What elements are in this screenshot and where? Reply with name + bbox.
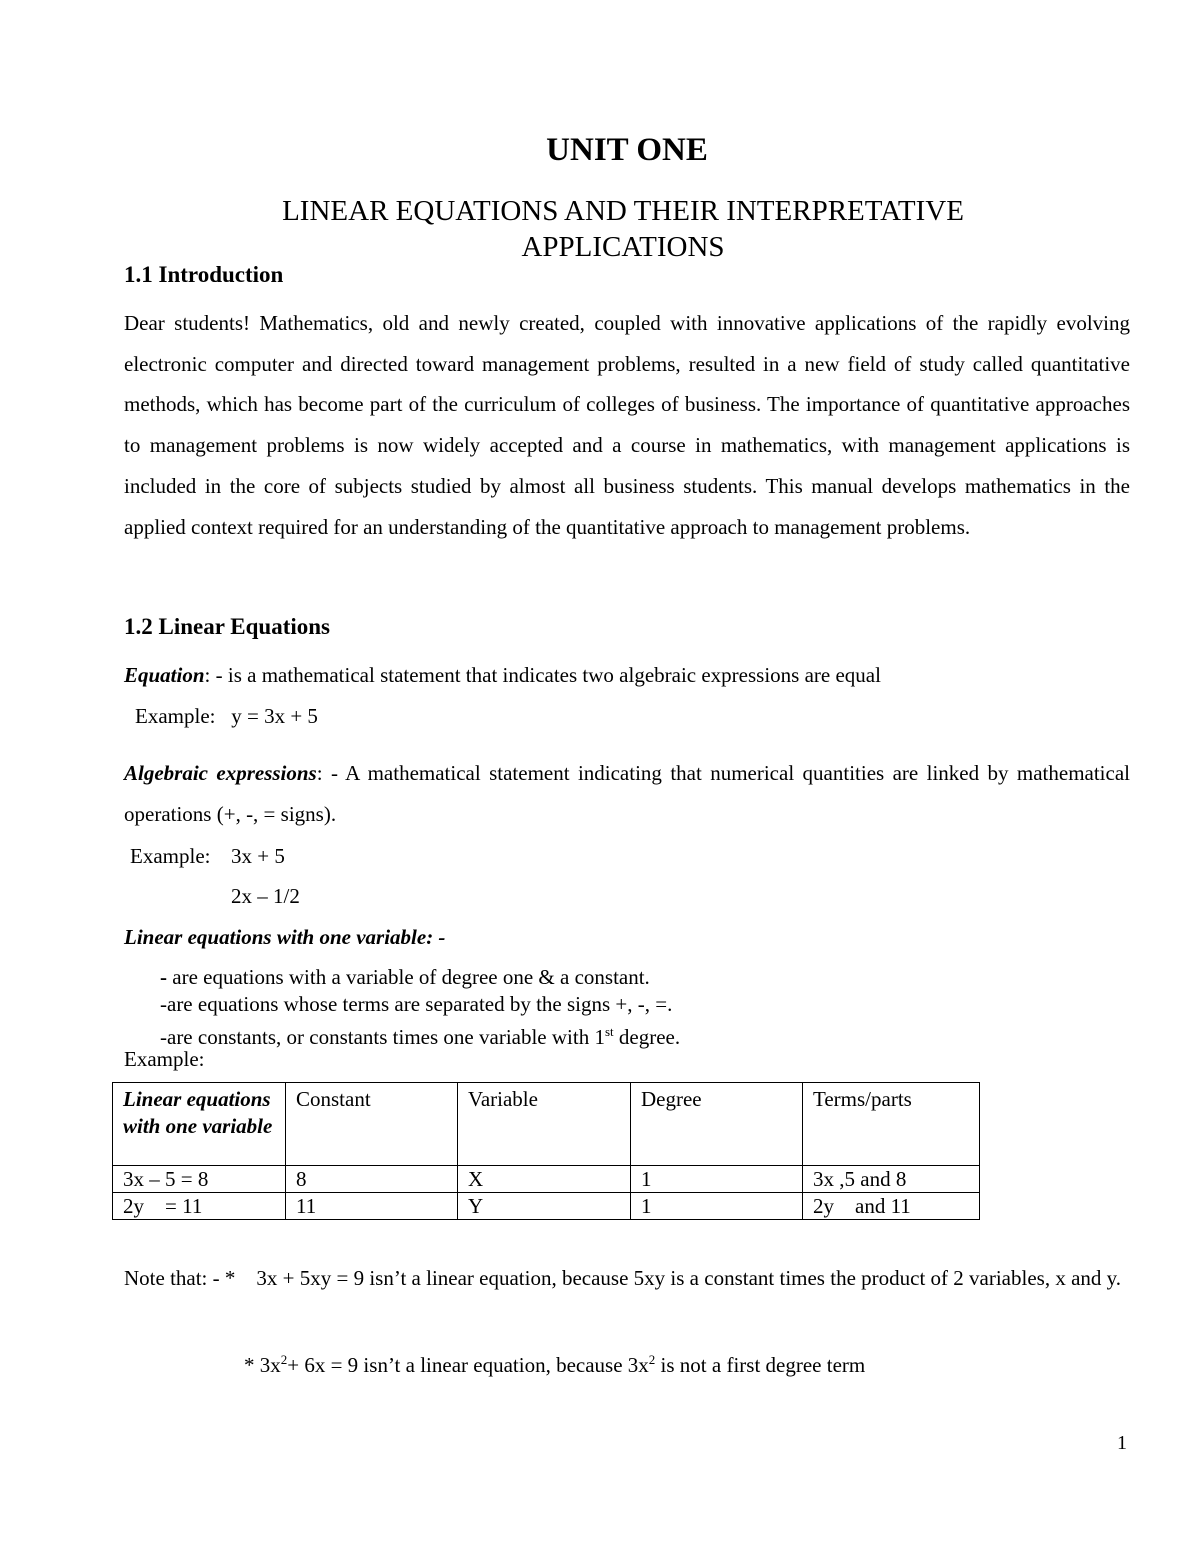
table-cell-equation: 2y = 11 [113,1193,286,1220]
bullet-1-dash: - [160,965,167,989]
table-cell-terms: 2y and 11 [803,1193,980,1220]
note-1-text: 3x + 5xy = 9 isn’t a linear equation, because 5xy is a constant times the product of 2 variables, x and y. [256,1266,1122,1290]
algebraic-expressions-term: Algebraic expressions [124,761,317,785]
equation-example: Example: y = 3x + 5 [135,704,318,728]
table-example-label: Example: [124,1047,205,1071]
algebraic-example-2: 2x – 1/2 [231,884,300,908]
table-cell-terms: 3x ,5 and 8 [803,1166,980,1193]
table-cell-degree: 1 [631,1166,803,1193]
algebraic-expressions-definition [124,753,1130,834]
chapter-title [0,193,1200,265]
table-cell-variable: Y [458,1193,631,1220]
table-row [113,1193,980,1220]
note-2-superscript-2: 2 [648,1352,656,1367]
algebraic-example-label: Example: [130,844,211,868]
equation-term: Equation [124,663,205,687]
linear-equations-table [112,1082,980,1220]
equation-definition-text: : - is a mathematical statement that indicates two algebraic expressions are equal [204,663,881,687]
note-1 [124,1258,1130,1299]
table-row [113,1166,980,1193]
linear-equations-heading: Linear equations with one variable: - [124,925,446,949]
table-header-degree: Degree [631,1083,803,1166]
table-header-constant: Constant [286,1083,458,1166]
bullet-3-text-end: degree. [613,1025,681,1049]
note-2 [244,1346,865,1379]
equation-definition [124,661,881,689]
note-2-part-a: * 3x [244,1353,281,1377]
bullet-3-superscript: st [604,1024,614,1039]
bullet-1 [160,963,650,991]
algebraic-example-1: 3x + 5 [231,844,285,868]
bullet-1-text: are equations with a variable of degree one & a constant. [167,965,650,989]
unit-title: UNIT ONE [546,132,708,168]
table-header-row [113,1083,980,1166]
table-header-terms: Terms/parts [803,1083,980,1166]
note-2-part-b: + 6x = 9 isn’t a linear equation, because 3x [287,1353,649,1377]
table-header-variable: Variable [458,1083,631,1166]
table-cell-constant: 11 [286,1193,458,1220]
table-cell-equation: 3x – 5 = 8 [113,1166,286,1193]
note-2-superscript-1: 2 [280,1352,288,1367]
note-1-prefix: Note that: - * [124,1266,236,1290]
chapter-title-line-2: APPLICATIONS [521,231,725,263]
bullet-3 [160,1018,680,1051]
table-cell-degree: 1 [631,1193,803,1220]
introduction-paragraph: Dear students! Mathematics, old and newly created, coupled with innovative applications of the rapidly evolving electronic computer and directed toward management problems, resulted in a new field of study called quantitative methods, which has become part of the curriculum of colleges of business. The importance of quantitative approaches to management problems is now widely accepted and a course in mathematics, with management applications is included in the core of subjects studied by almost all business students. This manual develops mathematics in the applied context required for an understanding of the quantitative approach to management problems. [124,311,1130,539]
table-cell-constant: 8 [286,1166,458,1193]
table-cell-variable: X [458,1166,631,1193]
section-heading-linear-equations: 1.2 Linear Equations [124,614,330,639]
table-header-linear-equations: Linear equations with one variable [113,1083,286,1166]
algebraic-expressions-text: : - A mathematical statement indicating that numerical quantities are linked by mathematical operations (+, -, = signs). [124,761,1130,826]
bullet-3-text: -are constants, or constants times one variable with 1 [160,1025,605,1049]
note-2-part-c: is not a first degree term [655,1353,866,1377]
chapter-title-line-1: LINEAR EQUATIONS AND THEIR INTERPRETATIVE [282,195,964,227]
page-number: 1 [1117,1432,1127,1454]
section-heading-introduction: 1.1 Introduction [124,262,284,287]
bullet-2: -are equations whose terms are separated by the signs +, -, =. [160,992,673,1016]
